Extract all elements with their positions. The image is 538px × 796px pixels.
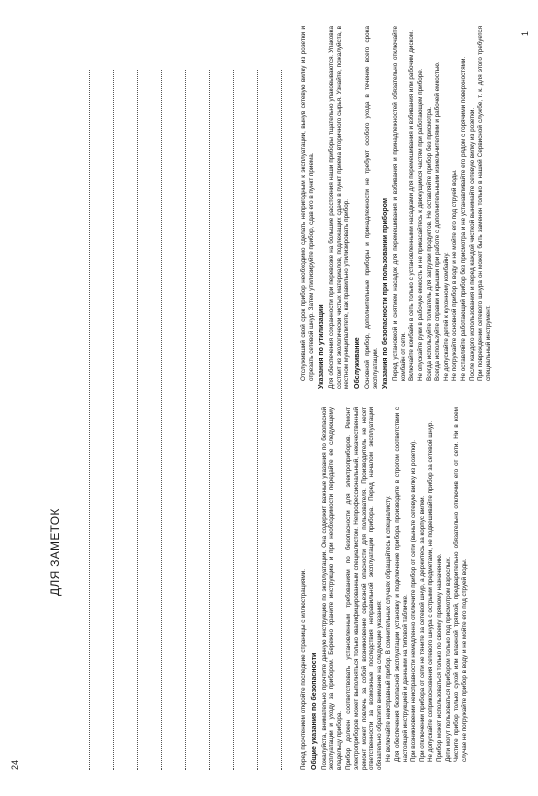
instructions-content: [300, 26, 528, 770]
safety-list: [385, 407, 468, 770]
notes-dotted-line: [150, 70, 162, 770]
usage-safety-list: [392, 26, 492, 389]
list-item: • Всегда используйте толкатель для загрузки продуктов. Не оставляйте прибор без присмотра.: [426, 26, 434, 381]
paragraph-read-instructions: Пожалуйста, внимательно прочтите данную инструкцию по эксплуатации. Она содержит важные указания по безопасной эксплуатации и уходу за прибором. Бережно храните инструкцию и при необходимости передайте ее следующему владельцу прибора.: [320, 407, 343, 770]
list-item: • Не оставляйте работающий прибор без присмотра и не устанавливайте его рядом с горячими поверхностями.: [460, 26, 468, 381]
heading-general-safety: Общие указания по безопасности: [310, 652, 318, 770]
column-general-safety: [300, 407, 528, 770]
notes-dotted-line: [174, 70, 186, 770]
list-item: • При повреждении сетевого шнура он может быть заменен только в нашей Сервисной службе, т. к. для этого требуется специальный инструмент.: [477, 26, 492, 381]
notes-dotted-line: [270, 70, 282, 770]
disposal-top-list: [300, 26, 315, 389]
notes-dotted-line: [78, 70, 90, 770]
list-item: • Включайте комбайн в сеть только с установленными насадками для перемешивания и взбивания или рабочим диском.: [408, 26, 416, 381]
list-item: • Чистите прибор только сухой или влажной тряпкой, предварительно обязательно отключив его от сети. Ни в коем случае не погружайте прибор в воду и не мойте его под струей воды.: [453, 407, 468, 762]
paragraph-maintenance: Основной прибор, дополнительные приборы и принадлежности не требуют особого ухода в течение всего срока эксплуатации.: [363, 26, 379, 389]
list-item: • При отключении прибора от сети не тяните за сетевой шнур, а держитесь за корпус вилки.: [419, 407, 427, 762]
list-item: • Не допускайте детей к кухонному комбайну.: [443, 26, 451, 381]
notes-dotted-lines: [78, 70, 294, 770]
paragraph-disposal: Для обеспечения сохранности при перевозке на большие расстояния наши приборы тщательно упаковываются. Упаковка состоит из экологически чистых материалов, подлежащих сдаче в пункт приема вторичного сырья. Узнайте, пожалуйста, в местном муниципалитете, как правильно утилизировать прибор.: [328, 26, 351, 389]
paragraph-safety-requirements: Прибор должен соответствовать установленным требованиям по безопасности для электроприборов. Ремонт электроприборов может выполняться только квалифицированным специалистом. Непрофессиональный, некачественный ремонт может повлечь за собой возникновение серьезной опасности для пользователя. Производитель не несет ответственности за возможные последствия неправильной эксплуатации прибора. Перед началом эксплуатации обязательно обратите внимание на следующие указания:: [345, 407, 383, 770]
notes-dotted-line: [222, 70, 234, 770]
list-item: • Отслуживший свой срок прибор необходимо сделать непригодным к эксплуатации, вынув сетевую вилку из розетки и отрезать сетевой шнур. Затем утилизируйте прибор, сдав его в пункт приема.: [300, 26, 315, 381]
notes-dotted-line: [126, 70, 138, 770]
notes-dotted-line: [102, 70, 114, 770]
list-item: • Не допускайте соприкосновения сетевого шнура с острыми предметами, не подвешивайте прибор за сетевой шнур.: [427, 407, 435, 762]
list-item: • Всегда используйте справки и крышки при работе с дополнительными измельчителями и рабочей емкостью.: [434, 26, 442, 381]
list-item: • Не включайте неисправный прибор. В сомнительных случаях обращайтесь к специалисту.: [385, 407, 393, 762]
heading-usage-safety: Указания по безопасности при пользовании прибором: [382, 198, 390, 389]
heading-disposal: Указания по утилизации: [318, 304, 326, 389]
notes-title: ДЛЯ ЗАМЕТОК: [48, 508, 62, 596]
intro-text: Перед прочтением откройте последние страницы с иллюстрациями.: [300, 569, 307, 770]
notes-dotted-line: [246, 70, 258, 770]
list-item: • Перед установкой и снятием насадок для перемешивания и взбивания и принадлежностей обязательно отключайте комбайн от сети.: [392, 26, 407, 381]
list-item: • Для обеспечения безопасной эксплуатации установку и подключение прибора производите в строгом соответствии с настоящей инструкцией и данными на типовой табличке.: [394, 407, 409, 762]
list-item: • Дети могут пользоваться прибором только под присмотром взрослых.: [445, 407, 453, 762]
list-item: • После каждого использования и перед каждой чисткой вынимайте сетевую вилку из розетки.: [469, 26, 477, 381]
page-number-left: 24: [10, 759, 20, 770]
page-number-right: 1: [520, 30, 530, 36]
heading-maintenance: Обслуживание: [353, 337, 361, 389]
list-item: • Прибор может использоваться только по своему прямому назначению.: [436, 407, 444, 762]
notes-dotted-line: [198, 70, 210, 770]
list-item: • При возникновении неисправности немедленно отключите прибор от сети (выньте сетевую вилку из розетки).: [410, 407, 418, 762]
list-item: • Не погружайте основной прибор в воду и не мойте его под струей воды.: [451, 26, 459, 381]
column-disposal-and-usage: [300, 26, 528, 389]
list-item: • Не опускайте руки в рабочую емкость и не прикасайтесь к движущимся частям при работающем приборе.: [417, 26, 425, 381]
